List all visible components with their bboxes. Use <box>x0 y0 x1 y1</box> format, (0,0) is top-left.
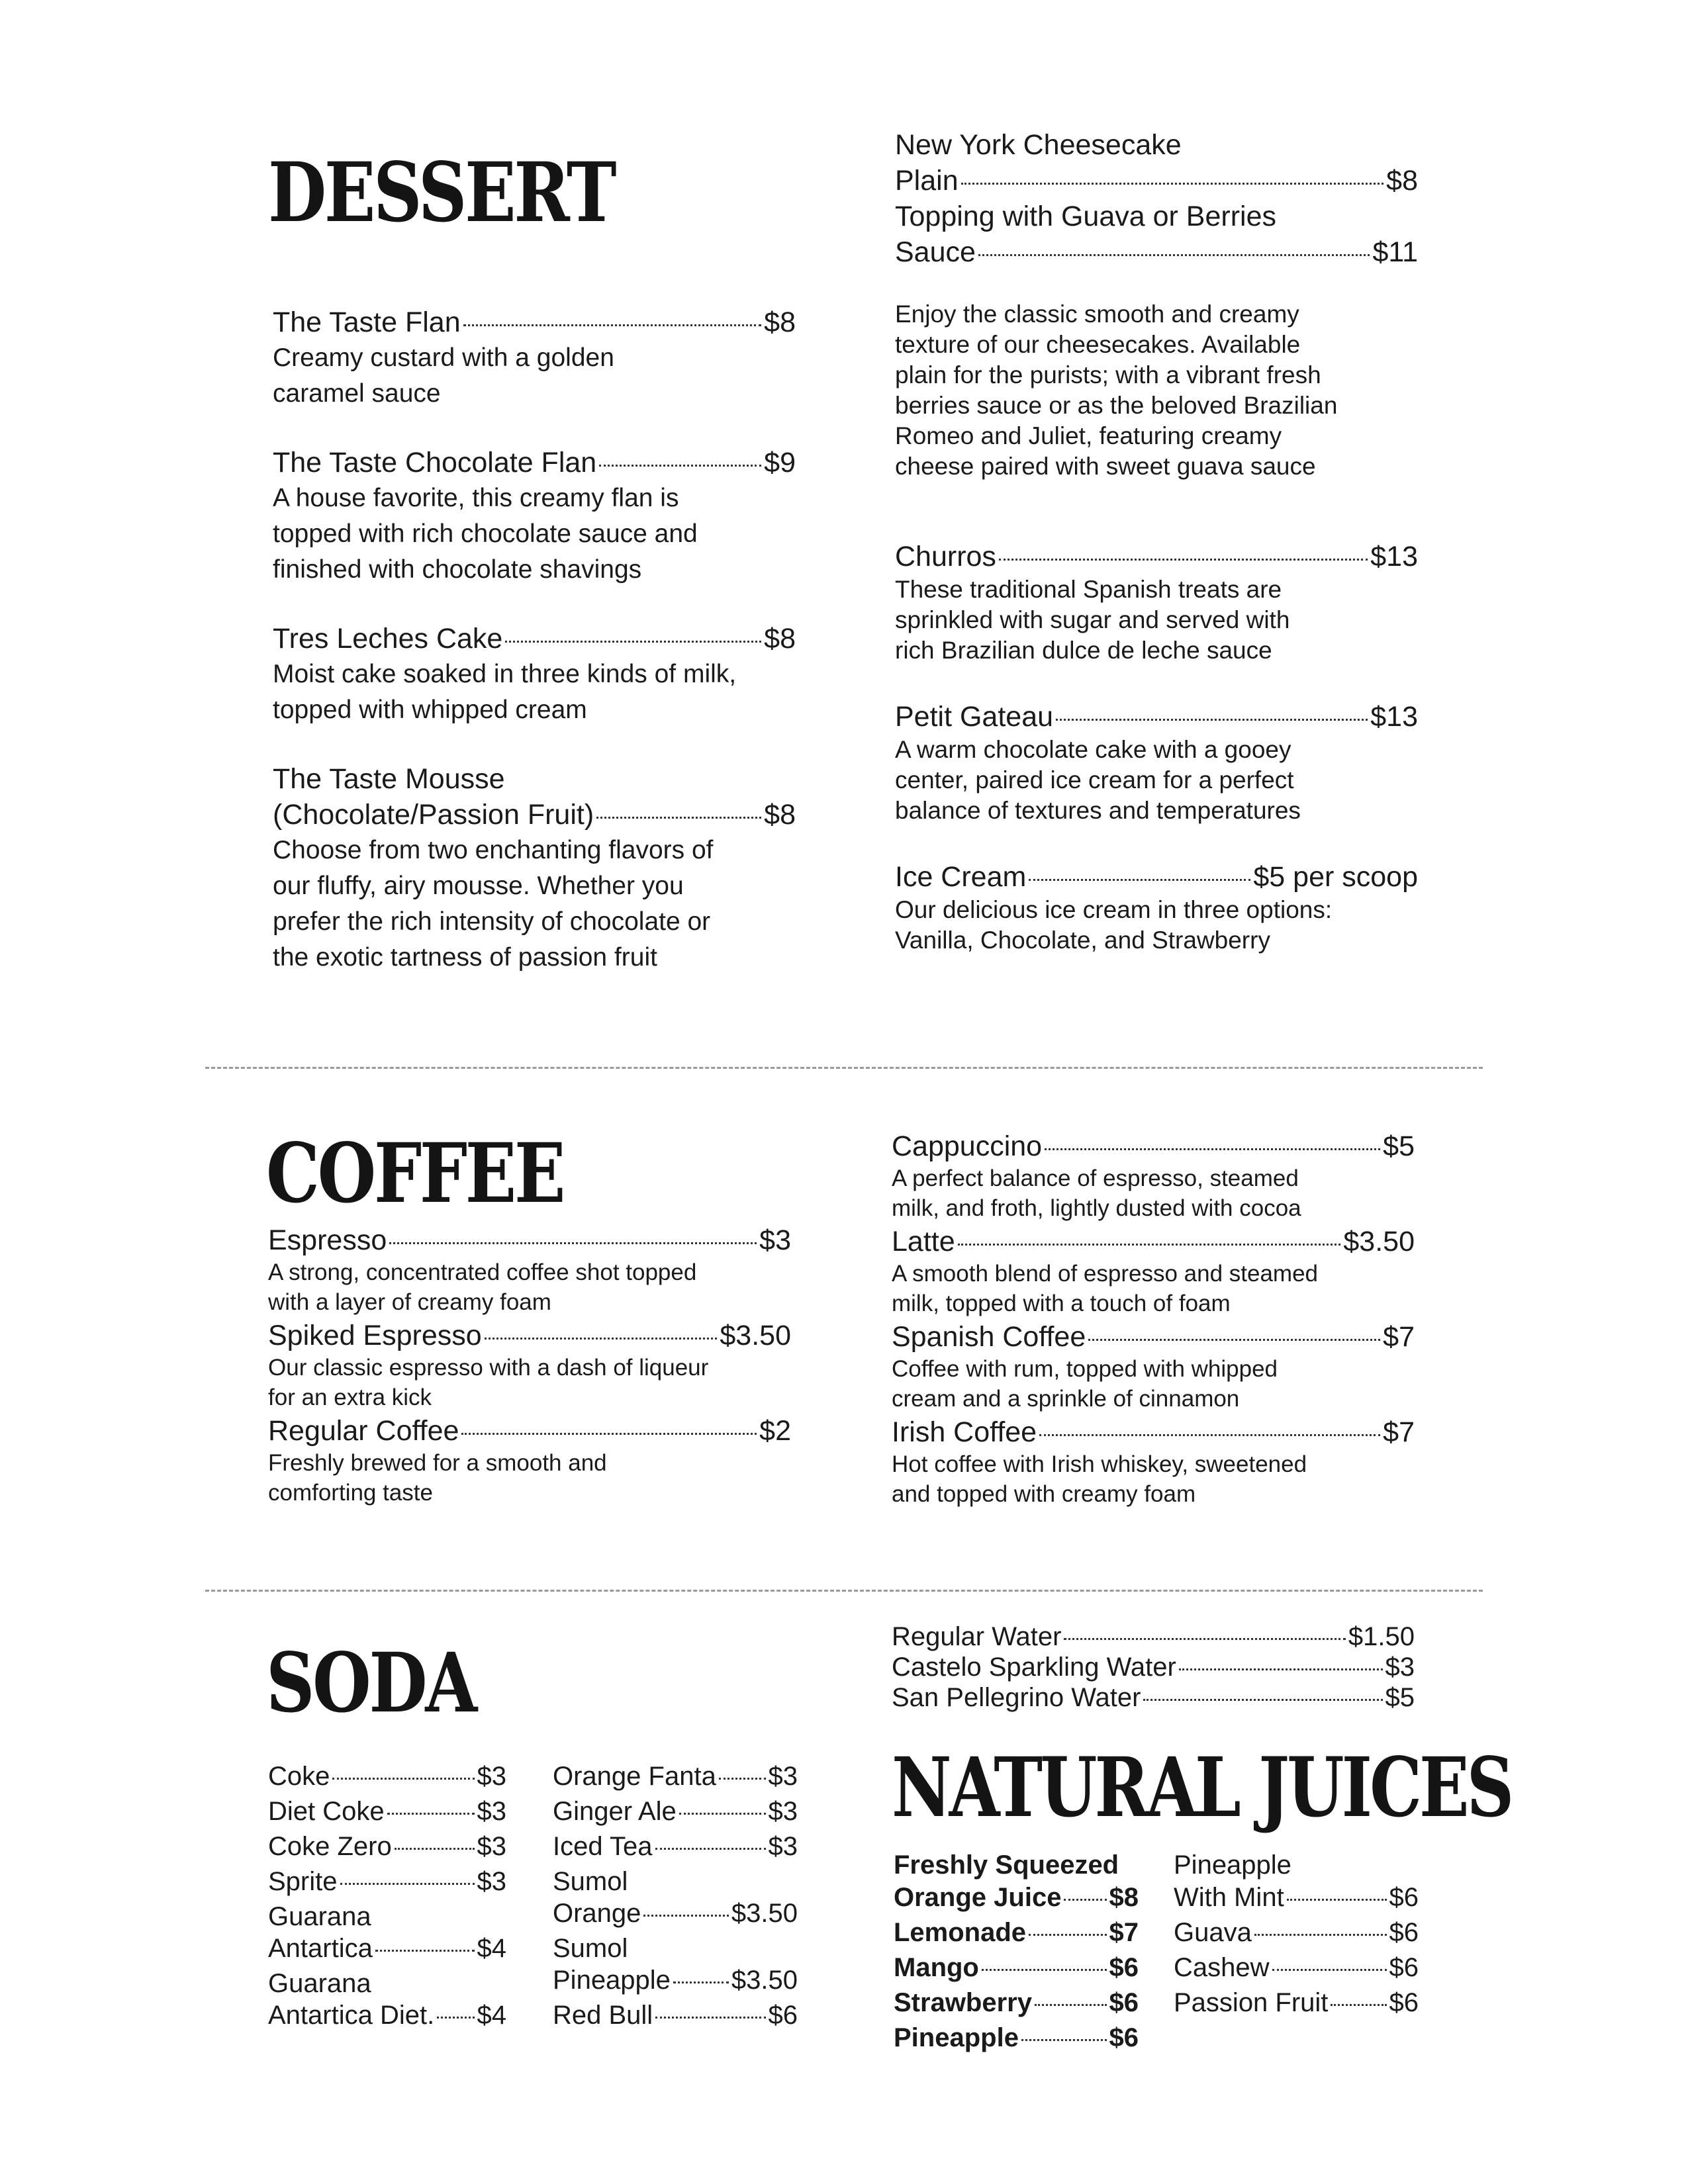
item-name: Plain <box>895 165 959 197</box>
juices-list-1 <box>894 1850 1139 2056</box>
item-price: $4 <box>477 2001 506 2030</box>
item-price: $3 <box>768 1797 798 1826</box>
item-name-line: Freshly Squeezed <box>894 1850 1119 1880</box>
item-price: $3.50 <box>1343 1226 1415 1257</box>
item-description: finished with chocolate shavings <box>273 555 642 584</box>
item-price: $3 <box>477 1797 506 1826</box>
item-name: Churros <box>895 541 996 572</box>
item-name: San Pellegrino Water <box>892 1683 1141 1712</box>
item-price: $8 <box>764 306 796 338</box>
item-description: with a layer of creamy foam <box>268 1289 551 1315</box>
leader-dots <box>978 254 1370 256</box>
leader-dots <box>1056 719 1368 721</box>
leader-dots <box>1029 879 1250 881</box>
item-name: The Taste Chocolate Flan <box>273 447 597 478</box>
menu-item <box>268 1794 506 1829</box>
menu-item <box>894 2021 1139 2056</box>
leader-dots <box>961 183 1384 185</box>
soda-column-2 <box>553 1759 798 2033</box>
cheesecake-description <box>895 299 1418 482</box>
item-description: A warm chocolate cake with a gooey <box>895 736 1291 763</box>
item-description: Creamy custard with a golden <box>273 343 614 372</box>
item-name-prefix <box>553 1934 798 1963</box>
item-name: Red Bull <box>553 2001 653 2030</box>
item-description: Enjoy the classic smooth and creamy <box>895 300 1299 328</box>
item-name-line: Pineapple <box>1174 1850 1291 1880</box>
item-description: Coffee with rum, topped with whipped <box>892 1356 1278 1382</box>
item-description: plain for the purists; with a vibrant fresh <box>895 361 1321 388</box>
item-description: A smooth blend of espresso and steamed <box>892 1261 1319 1287</box>
item-description: A perfect balance of espresso, steamed <box>892 1165 1299 1191</box>
leader-dots <box>655 2017 765 2019</box>
item-name: Iced Tea <box>553 1832 653 1861</box>
item-name: Antartica <box>268 1934 373 1963</box>
leader-dots <box>982 1969 1107 1971</box>
item-price: $5 <box>1383 1130 1415 1162</box>
dessert-right-column <box>895 127 1418 989</box>
item-name: Coke <box>268 1762 330 1791</box>
item-price: $3 <box>477 1832 506 1861</box>
item-price: $3 <box>759 1224 791 1256</box>
item-description: Freshly brewed for a smooth and <box>268 1450 607 1476</box>
item-price: $6 <box>1389 1883 1419 1912</box>
menu-item <box>273 761 796 976</box>
item-description: sprinkled with sugar and served with <box>895 606 1290 633</box>
item-description: These traditional Spanish treats are <box>895 576 1282 603</box>
item-name: With Mint <box>1174 1883 1284 1912</box>
leader-dots <box>599 465 761 467</box>
juices-list-2 <box>1174 1850 1419 2021</box>
item-line <box>553 1998 798 2033</box>
menu-item <box>268 1864 506 1899</box>
item-price: $7 <box>1383 1416 1415 1448</box>
menu-item <box>892 1129 1415 1223</box>
item-line <box>892 1129 1415 1163</box>
cheesecake-topping-label: Topping with Guava or Berries <box>895 201 1277 232</box>
item-price: $13 <box>1370 701 1418 733</box>
soda-list-2 <box>553 1759 798 2033</box>
item-price: $2 <box>759 1415 791 1447</box>
item-line <box>268 1931 506 1966</box>
menu-item <box>553 1934 798 1998</box>
item-price: $3 <box>1385 1653 1415 1682</box>
item-line <box>273 797 796 833</box>
item-description: cheese paired with sweet guava sauce <box>895 453 1316 480</box>
menu-item <box>273 445 796 588</box>
leader-dots <box>387 1813 475 1815</box>
item-price: $3 <box>768 1832 798 1861</box>
menu-item <box>553 1759 798 1794</box>
menu-item <box>1174 1985 1419 2021</box>
item-line <box>273 621 796 657</box>
item-line <box>894 2021 1139 2056</box>
water-column <box>892 1621 1415 1713</box>
item-name-prefix <box>273 761 796 797</box>
coffee-left-column <box>268 1223 791 1509</box>
item-description: Vanilla, Chocolate, and Strawberry <box>895 927 1270 954</box>
coffee-right-list <box>892 1129 1415 1509</box>
item-line <box>268 1318 791 1353</box>
item-description: prefer the rich intensity of chocolate or <box>273 907 711 936</box>
item-line <box>553 1759 798 1794</box>
dessert-left-list <box>273 304 796 976</box>
menu-item <box>892 1415 1415 1509</box>
item-name: Spanish Coffee <box>892 1321 1086 1353</box>
dessert-left-column <box>273 304 796 1009</box>
item-line <box>892 1621 1415 1652</box>
item-line <box>892 1224 1415 1259</box>
leader-dots <box>395 1848 475 1850</box>
leader-dots <box>1064 1899 1106 1901</box>
item-name: Orange Juice <box>894 1883 1062 1912</box>
menu-item <box>892 1682 1415 1713</box>
juices-heading: NATURAL JUICES <box>892 1740 1512 1836</box>
menu-item <box>892 1224 1415 1318</box>
leader-dots <box>1064 1638 1346 1640</box>
item-line <box>894 1950 1139 1985</box>
item-name: Mango <box>894 1953 979 1982</box>
item-description: Moist cake soaked in three kinds of milk, <box>273 660 737 688</box>
item-line <box>892 1652 1415 1682</box>
item-price: $6 <box>768 2001 798 2030</box>
item-line <box>268 1759 506 1794</box>
item-description: Our delicious ice cream in three options: <box>895 896 1333 923</box>
menu-item <box>894 1950 1139 1985</box>
item-line <box>1174 1950 1419 1985</box>
soda-heading: SODA <box>266 1635 475 1731</box>
item-line <box>895 539 1418 574</box>
item-price: $6 <box>1389 1988 1419 2017</box>
menu-item <box>553 1829 798 1864</box>
item-line <box>553 1829 798 1864</box>
item-price: $3 <box>477 1867 506 1896</box>
item-price: $3 <box>477 1762 506 1791</box>
item-name: Castelo Sparkling Water <box>892 1653 1176 1682</box>
item-description: for an extra kick <box>268 1385 432 1410</box>
item-description: A strong, concentrated coffee shot topped <box>268 1259 697 1285</box>
item-name: The Taste Flan <box>273 306 461 338</box>
dessert-right-list <box>895 539 1418 956</box>
coffee-right-column <box>892 1129 1415 1510</box>
water-list <box>892 1621 1415 1713</box>
item-name-line: The Taste Mousse <box>273 763 505 795</box>
menu-item <box>268 1829 506 1864</box>
leader-dots <box>1143 1699 1382 1701</box>
cheesecake-item <box>895 127 1418 482</box>
item-name: Orange Fanta <box>553 1762 716 1791</box>
menu-item <box>895 859 1418 956</box>
item-description: milk, topped with a touch of foam <box>892 1291 1231 1316</box>
leader-dots <box>332 1778 474 1780</box>
leader-dots <box>643 1915 728 1917</box>
leader-dots <box>999 559 1368 561</box>
item-description: A house favorite, this creamy flan is <box>273 484 679 512</box>
item-name: Spiked Espresso <box>268 1320 482 1351</box>
leader-dots <box>1179 1668 1383 1670</box>
item-name: Sauce <box>895 236 976 268</box>
leader-dots <box>389 1242 757 1244</box>
item-name: Latte <box>892 1226 955 1257</box>
soda-list-1 <box>268 1759 506 2033</box>
cheesecake-topping-line <box>895 234 1418 270</box>
item-price: $6 <box>1109 1953 1139 1982</box>
item-name-line: Guarana <box>268 1969 371 1998</box>
item-name: Petit Gateau <box>895 701 1054 733</box>
item-name: Cappuccino <box>892 1130 1043 1162</box>
item-price: $5 <box>1385 1683 1415 1712</box>
item-line <box>1174 1985 1419 2021</box>
item-description: topped with rich chocolate sauce and <box>273 520 698 548</box>
item-name-prefix <box>894 1850 1139 1880</box>
item-description: and topped with creamy foam <box>892 1481 1196 1507</box>
item-line <box>273 445 796 480</box>
item-price: $6 <box>1389 1918 1419 1947</box>
leader-dots <box>1254 1934 1387 1936</box>
item-line <box>894 1915 1139 1950</box>
dessert-heading: DESSERT <box>268 145 615 241</box>
item-description: milk, and froth, lightly dusted with cocoa <box>892 1195 1301 1221</box>
menu-item <box>273 621 796 728</box>
leader-dots <box>1272 1969 1387 1971</box>
item-price: $7 <box>1383 1321 1415 1353</box>
item-line <box>894 1880 1139 1915</box>
leader-dots <box>505 641 761 643</box>
item-line <box>273 304 796 340</box>
leader-dots <box>673 1981 729 1983</box>
menu-item <box>553 1998 798 2033</box>
juices-column-1 <box>894 1850 1139 2056</box>
leader-dots <box>679 1813 766 1815</box>
item-description: Hot coffee with Irish whiskey, sweetened <box>892 1451 1307 1477</box>
item-name: Ginger Ale <box>553 1797 677 1826</box>
item-price: $4 <box>477 1934 506 1963</box>
item-line <box>892 1320 1415 1354</box>
item-name: Regular Coffee <box>268 1415 459 1447</box>
item-name-prefix <box>1174 1850 1419 1880</box>
item-name: Irish Coffee <box>892 1416 1037 1448</box>
item-name-prefix <box>268 1969 506 1998</box>
menu-item <box>553 1867 798 1931</box>
menu-item <box>1174 1915 1419 1950</box>
item-name: Lemonade <box>894 1918 1027 1947</box>
item-line <box>892 1682 1415 1713</box>
item-price: $6 <box>1109 1988 1139 2017</box>
item-price: $3 <box>768 1762 798 1791</box>
item-description: comforting taste <box>268 1480 433 1506</box>
leader-dots <box>375 1950 475 1952</box>
item-line <box>553 1794 798 1829</box>
coffee-heading: COFFEE <box>266 1126 564 1222</box>
item-line <box>894 1985 1139 2021</box>
soda-column-1 <box>268 1759 506 2033</box>
cheesecake-plain-line <box>895 163 1418 199</box>
item-line <box>553 1963 798 1998</box>
item-price: $8 <box>764 799 796 831</box>
leader-dots <box>340 1883 475 1885</box>
item-name: (Chocolate/Passion Fruit) <box>273 799 594 831</box>
menu-item <box>268 1318 791 1412</box>
item-description: center, paired ice cream for a perfect <box>895 766 1294 794</box>
menu-item <box>1174 1850 1419 1915</box>
item-price: $8 <box>1386 165 1418 197</box>
item-name: Passion Fruit <box>1174 1988 1329 2017</box>
item-price: $6 <box>1109 2023 1139 2052</box>
coffee-left-list <box>268 1223 791 1508</box>
item-line <box>1174 1880 1419 1915</box>
item-description: Romeo and Juliet, featuring creamy <box>895 422 1282 449</box>
item-name: Strawberry <box>894 1988 1032 2017</box>
menu-item <box>268 1902 506 1966</box>
item-line <box>268 1414 791 1448</box>
item-name-line: Guarana <box>268 1902 371 1931</box>
menu-item <box>894 1915 1139 1950</box>
leader-dots <box>1045 1148 1380 1150</box>
item-price: $3.50 <box>731 1899 798 1928</box>
leader-dots <box>1021 2039 1107 2041</box>
item-line <box>268 1998 506 2033</box>
leader-dots <box>1039 1434 1380 1436</box>
menu-item <box>273 304 796 412</box>
item-line <box>895 859 1418 895</box>
item-line <box>553 1896 798 1931</box>
menu-item <box>892 1320 1415 1414</box>
item-price: $8 <box>764 623 796 655</box>
leader-dots <box>1029 1934 1106 1936</box>
item-price: $3.50 <box>720 1320 791 1351</box>
item-price: $3.50 <box>731 1966 798 1995</box>
item-price: $9 <box>764 447 796 478</box>
menu-item <box>892 1621 1415 1652</box>
item-name: Coke Zero <box>268 1832 392 1861</box>
menu-item <box>1174 1950 1419 1985</box>
juices-column-2 <box>1174 1850 1419 2021</box>
item-name: Regular Water <box>892 1622 1062 1651</box>
item-name-prefix <box>553 1867 798 1896</box>
leader-dots <box>596 817 761 819</box>
item-price: $11 <box>1372 236 1418 268</box>
item-price: $1.50 <box>1348 1622 1415 1651</box>
menu-item <box>895 699 1418 826</box>
item-description: cream and a sprinkle of cinnamon <box>892 1386 1240 1412</box>
leader-dots <box>1287 1899 1387 1901</box>
item-description: Our classic espresso with a dash of liqueur <box>268 1355 709 1381</box>
leader-dots <box>1331 2004 1386 2006</box>
leader-dots <box>655 1848 766 1850</box>
item-name: Pineapple <box>553 1966 671 1995</box>
menu-item <box>892 1652 1415 1682</box>
item-line <box>268 1223 791 1257</box>
item-name: Diet Coke <box>268 1797 385 1826</box>
cheesecake-title: New York Cheesecake <box>895 129 1182 161</box>
item-description: berries sauce or as the beloved Brazilian <box>895 392 1338 419</box>
item-name: Pineapple <box>894 2023 1019 2052</box>
item-description: the exotic tartness of passion fruit <box>273 943 657 972</box>
leader-dots <box>437 2017 474 2019</box>
item-price: $13 <box>1370 541 1418 572</box>
menu-item <box>894 1850 1139 1915</box>
item-price: $7 <box>1109 1918 1139 1947</box>
leader-dots <box>719 1778 766 1780</box>
section-divider <box>205 1590 1483 1592</box>
item-name-line: Sumol <box>553 1867 628 1896</box>
item-name: Espresso <box>268 1224 387 1256</box>
item-name-line: Sumol <box>553 1934 628 1963</box>
item-description: texture of our cheesecakes. Available <box>895 331 1301 358</box>
item-name-prefix <box>268 1902 506 1931</box>
item-line <box>268 1829 506 1864</box>
item-line <box>268 1864 506 1899</box>
item-name: Tres Leches Cake <box>273 623 503 655</box>
menu-item <box>895 539 1418 666</box>
item-name: Cashew <box>1174 1953 1270 1982</box>
item-description: Choose from two enchanting flavors of <box>273 836 714 864</box>
item-line <box>1174 1915 1419 1950</box>
menu-item <box>268 1223 791 1317</box>
item-name: Guava <box>1174 1918 1252 1947</box>
item-line <box>268 1794 506 1829</box>
item-line <box>895 699 1418 735</box>
menu-item <box>268 1969 506 2033</box>
item-name: Orange <box>553 1899 641 1928</box>
item-line <box>892 1415 1415 1449</box>
menu-item <box>553 1794 798 1829</box>
leader-dots <box>1035 2004 1107 2006</box>
item-name: Sprite <box>268 1867 338 1896</box>
item-description: balance of textures and temperatures <box>895 797 1301 824</box>
menu-item <box>268 1759 506 1794</box>
menu-item <box>894 1985 1139 2021</box>
item-description: topped with whipped cream <box>273 696 587 724</box>
item-name: Ice Cream <box>895 861 1027 893</box>
item-price: $8 <box>1109 1883 1139 1912</box>
menu-item <box>268 1414 791 1508</box>
item-description: caramel sauce <box>273 379 441 408</box>
item-price: $5 per scoop <box>1253 861 1418 893</box>
leader-dots <box>485 1338 718 1340</box>
leader-dots <box>461 1433 757 1435</box>
item-description: our fluffy, airy mousse. Whether you <box>273 872 684 900</box>
leader-dots <box>463 324 762 326</box>
leader-dots <box>958 1244 1341 1246</box>
section-divider <box>205 1067 1483 1069</box>
item-description: rich Brazilian dulce de leche sauce <box>895 637 1272 664</box>
leader-dots <box>1088 1339 1380 1341</box>
item-name: Antartica Diet. <box>268 2001 435 2030</box>
item-price: $6 <box>1389 1953 1419 1982</box>
